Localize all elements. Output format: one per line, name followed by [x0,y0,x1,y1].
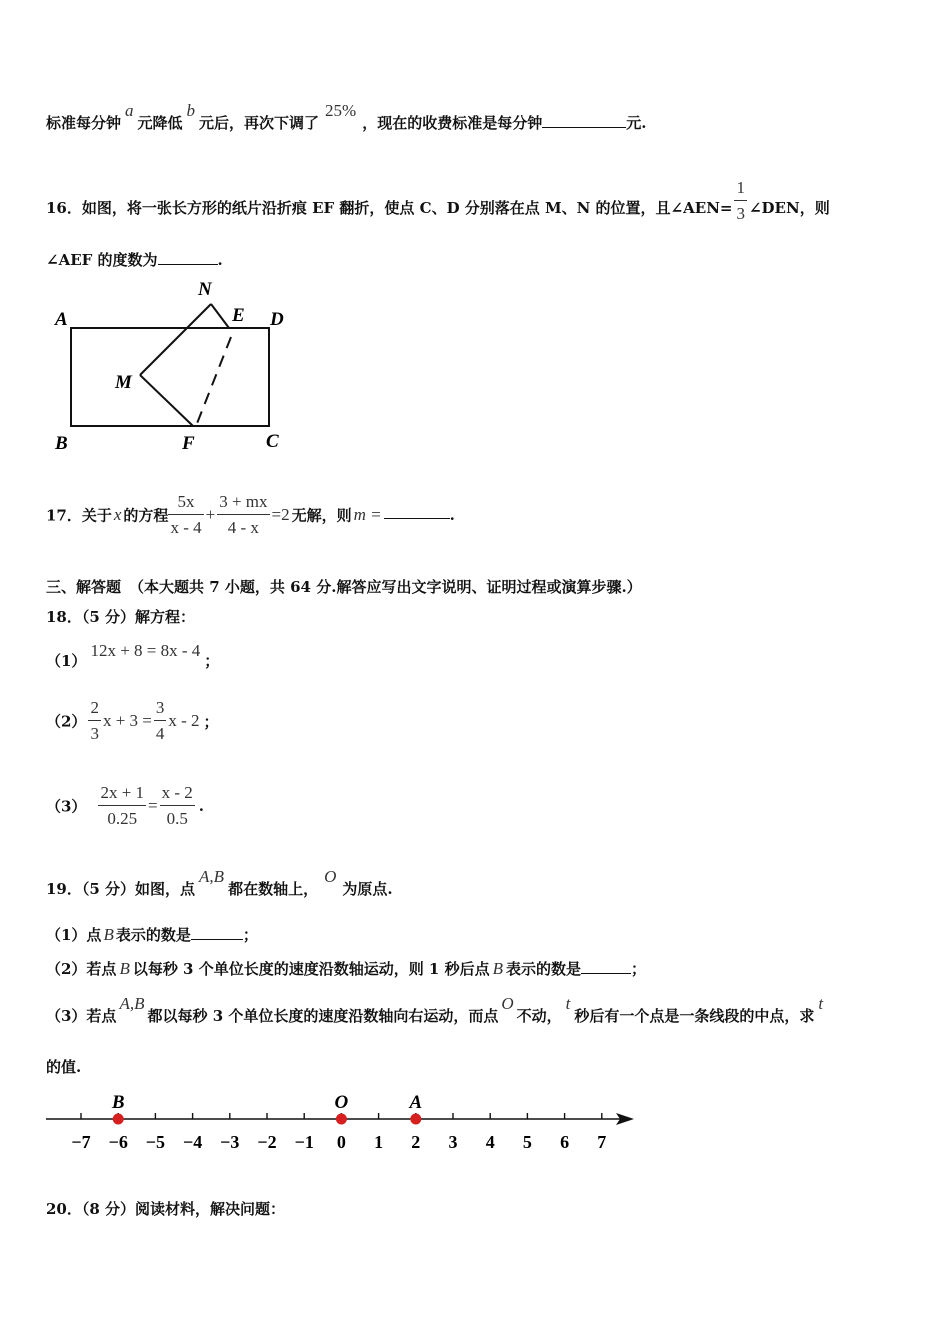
q18-p3-f2-den: 0.5 [166,809,188,828]
q19-p3-origin-o: O [501,994,514,1013]
q19-part-3 [46,994,824,1026]
label-E: E [232,305,245,326]
q19-text-2: 都在数轴上， [228,880,319,898]
q17-fraction-1 [168,492,203,538]
label-M: M [115,372,132,393]
q18-p2-fraction-1 [88,698,101,744]
label-N: N [198,279,212,300]
q19-p3-b: 都以每秒 3 个单位长度的速度沿数轴向右运动，而点 [147,1007,499,1025]
q17-text-1: 17．关于 [46,506,112,525]
q16-text: 16．如图，将一张长方形的纸片沿折痕 EF 翻折，使点 C、D 分别落在点 M、N 的位置，且∠AEN= [46,199,733,217]
q19-p3-d: 秒后有一个点是一条线段的中点，求 [574,1007,815,1025]
q17-var-m: m = [353,505,382,524]
q19-p1-a: （1）点 [46,926,102,944]
q17-f2-den: 4 - x [227,518,259,537]
q15-text-2: 元降低 [137,114,183,132]
tick-label: 5 [522,1132,532,1152]
folded-edge-fmne [140,304,227,426]
q17-f2-num: 3 + mx [217,492,269,515]
q18-p3-fraction-1 [98,783,146,829]
number-line-figure [44,1088,644,1158]
q19-p3-var-t: t [565,994,571,1013]
segment-fm [140,375,193,426]
q18-p2-middle: x + 3 = [102,711,152,730]
q19-part-3-line-2: 的值. [46,1058,82,1076]
section-3-note: （本大题共 7 小题，共 64 分.解答应写出文字说明、证明过程或演算步骤.） [129,578,642,596]
q19-origin-o: O [324,867,337,886]
q19-p2-a: （2）若点 [46,960,117,978]
q17-plus: + [205,505,216,524]
q17-f1-num: 5x [168,492,203,515]
q15-line [46,101,647,133]
q18-title: 18．（5 分）解方程： [46,608,196,626]
q19-p3-var-t2: t [818,994,824,1013]
tick-label: 2 [411,1132,421,1152]
q18-p3-end: . [198,797,205,815]
tick-label: 1 [374,1132,384,1152]
tick-label: −3 [220,1132,240,1152]
q17-var-x: x [113,505,122,524]
q19-part-1 [46,924,258,945]
q16-frac-num: 1 [734,178,747,201]
tick-label: −7 [71,1132,91,1152]
section-3-title: 三、解答题 [46,578,122,596]
q16-end: . [217,251,223,269]
point-b [113,1114,124,1125]
q15-text-1: 标准每分钟 [46,114,122,132]
label-F: F [182,433,195,454]
label-A: A [55,309,68,330]
q19-p3-a: （3）若点 [46,1007,117,1025]
segment-mn [140,304,211,375]
q19-p1-var-b: B [103,925,114,944]
q15-answer-blank[interactable] [542,126,626,128]
q18-part-2 [46,698,219,744]
tick-label: 3 [448,1132,458,1152]
q19-p1-answer-blank[interactable] [191,938,243,940]
q16-text-after: ∠DEN，则 [748,199,830,217]
q15-var-b: b [186,101,196,120]
label-B: B [55,433,68,454]
q19-p2-var-b2: B [492,959,503,978]
tick-label: −5 [145,1132,166,1152]
tick-label: −4 [182,1132,203,1152]
section-3-header [46,576,642,597]
point-label-o: O [334,1092,349,1113]
q18-p2-f2-den: 4 [155,724,165,743]
q18-p3-label: （3） [46,797,87,816]
q18-p3-f1-den: 0.25 [107,809,138,828]
q19-p2-b: 以每秒 3 个单位长度的速度沿数轴运动，则 1 秒后点 [132,960,490,978]
q17-fraction-2 [217,492,269,538]
q17-text-3: 无解，则 [291,506,352,525]
q18-p2-f2-num: 3 [154,698,167,721]
q19-p2-answer-blank[interactable] [581,972,631,974]
q20-title: 20．（8 分）阅读材料，解决问题： [46,1200,286,1218]
q19-p3-c: 不动， [516,1007,562,1025]
point-label-b: B [111,1092,125,1113]
q19-part-2 [46,958,646,979]
q18-p1-equation: 12x + 8 = 8x - 4 [90,641,201,660]
q16-line-2 [46,249,223,270]
q17-line [46,492,455,538]
q19-title [46,867,393,899]
point-a [410,1114,421,1125]
q18-p3-f2-num: x - 2 [160,783,195,806]
label-C: C [266,431,279,452]
q18-p2-tail: x - 2 [168,711,200,730]
q19-text-3: 为原点. [342,880,393,898]
q16-line-1 [46,178,830,232]
q18-p3-equals: = [148,796,158,815]
q19-p1-b: 表示的数是 [115,926,191,944]
q16-answer-blank[interactable] [158,263,218,265]
q18-p2-fraction-2 [154,698,167,744]
q18-p1-label: （1） [46,652,87,670]
q16-fraction [734,178,747,224]
q19-points-ab: A,B [199,867,225,886]
q16-line2-text: ∠AEF 的度数为 [46,251,158,269]
point-label-a: A [409,1092,423,1113]
q19-p1-end: ； [242,926,258,944]
q15-text-5: 元. [626,114,647,132]
tick-label: 4 [485,1132,495,1152]
q16-frac-den: 3 [736,204,745,223]
q15-var-a: a [125,101,134,120]
q18-p1-end: ； [204,652,220,670]
tick-label: −2 [257,1132,277,1152]
q18-p2-label: （2） [46,712,87,731]
q18-p3-fraction-2 [160,783,195,829]
q18-part-3 [46,783,204,829]
q17-text-2: 的方程 [123,506,169,525]
fold-line-ef [196,337,231,426]
q15-percent: 25% [325,101,357,120]
q17-equals: =2 [271,505,290,524]
q19-p2-var-b: B [119,959,130,978]
q18-part-1 [46,640,220,670]
q19-text-1: 19．（5 分）如图，点 [46,880,196,898]
tick-label: 6 [560,1132,570,1152]
point-o [336,1114,347,1125]
tick-label: −6 [108,1132,128,1152]
q19-p2-end: ； [631,960,647,978]
q17-f1-den: x - 4 [170,518,202,537]
q15-text-3: 元后，再次下调了 [199,114,320,132]
q16-rectangle-figure [45,275,305,460]
tick-label: 0 [336,1132,346,1152]
segment-ne [211,304,229,328]
q17-end: . [449,506,455,524]
tick-label: 7 [597,1132,607,1152]
q18-p3-f1-num: 2x + 1 [98,783,146,806]
label-D: D [270,309,284,330]
q19-p3-points-ab: A,B [119,994,145,1013]
tick-label: −1 [294,1132,314,1152]
q18-p2-end: ； [203,712,219,731]
q19-p2-c: 表示的数是 [505,960,581,978]
q18-p2-f1-num: 2 [88,698,101,721]
q15-text-4: ，现在的收费标准是每分钟 [362,114,543,132]
q17-answer-blank[interactable] [384,517,450,519]
q18-p2-f1-den: 3 [90,724,99,743]
rectangle-abcd [71,328,269,426]
